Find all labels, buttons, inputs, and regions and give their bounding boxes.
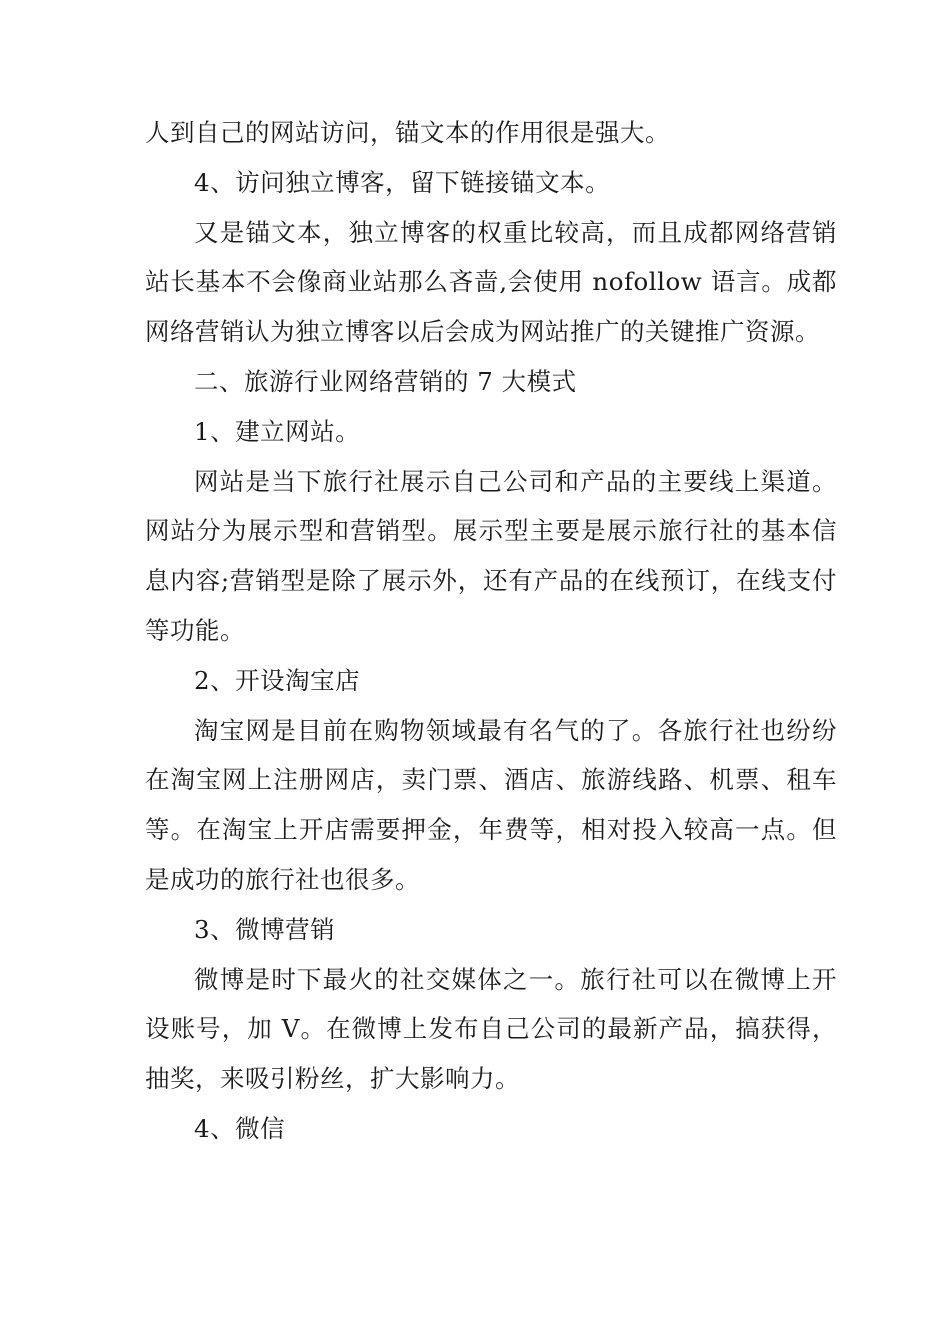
paragraph-1: 人到自己的网站访问，锚文本的作用很是强大。 (145, 118, 670, 147)
paragraph-taobao: 淘宝网是目前在购物领域最有名气的了。各旅行社也纷纷在淘宝网上注册网店，卖门票、酒店、旅游线路、机票、租车等。在淘宝上开店需要押金，年费等，相对投入较高一点。但是成功的旅行社也很多。 (145, 715, 837, 894)
list-item-3-weibo: 3、微博营销 (194, 914, 336, 944)
document-body (145, 108, 837, 1154)
list-item-2-taobao: 2、开设淘宝店 (194, 665, 361, 695)
paragraph-website: 网站是当下旅行社展示自己公司和产品的主要线上渠道。网站分为展示型和营销型。展示型主要是展示旅行社的基本信息内容;营销型是除了展示外，还有产品的在线预订，在线支付等功能。 (145, 466, 837, 645)
list-item-4-wechat: 4、微信 (194, 1113, 286, 1143)
list-item-1-website: 1、建立网站。 (194, 416, 361, 446)
paragraph-anchor-text: 又是锚文本，独立博客的权重比较高，而且成都网络营销站长基本不会像商业站那么吝啬,会使用 nofollow 语言。成都网络营销认为独立博客以后会成为网站推广的关键推广资源。 (145, 217, 837, 347)
list-item-4-visit-blogs: 4、访问独立博客，留下链接锚文本。 (194, 167, 611, 197)
paragraph-weibo: 微博是时下最火的社交媒体之一。旅行社可以在微博上开设账号，加 V。在微博上发布自己公司的最新产品，搞获得，抽奖，来吸引粉丝，扩大影响力。 (145, 964, 837, 1094)
section-heading-seven-modes: 二、旅游行业网络营销的 7 大模式 (194, 366, 577, 396)
